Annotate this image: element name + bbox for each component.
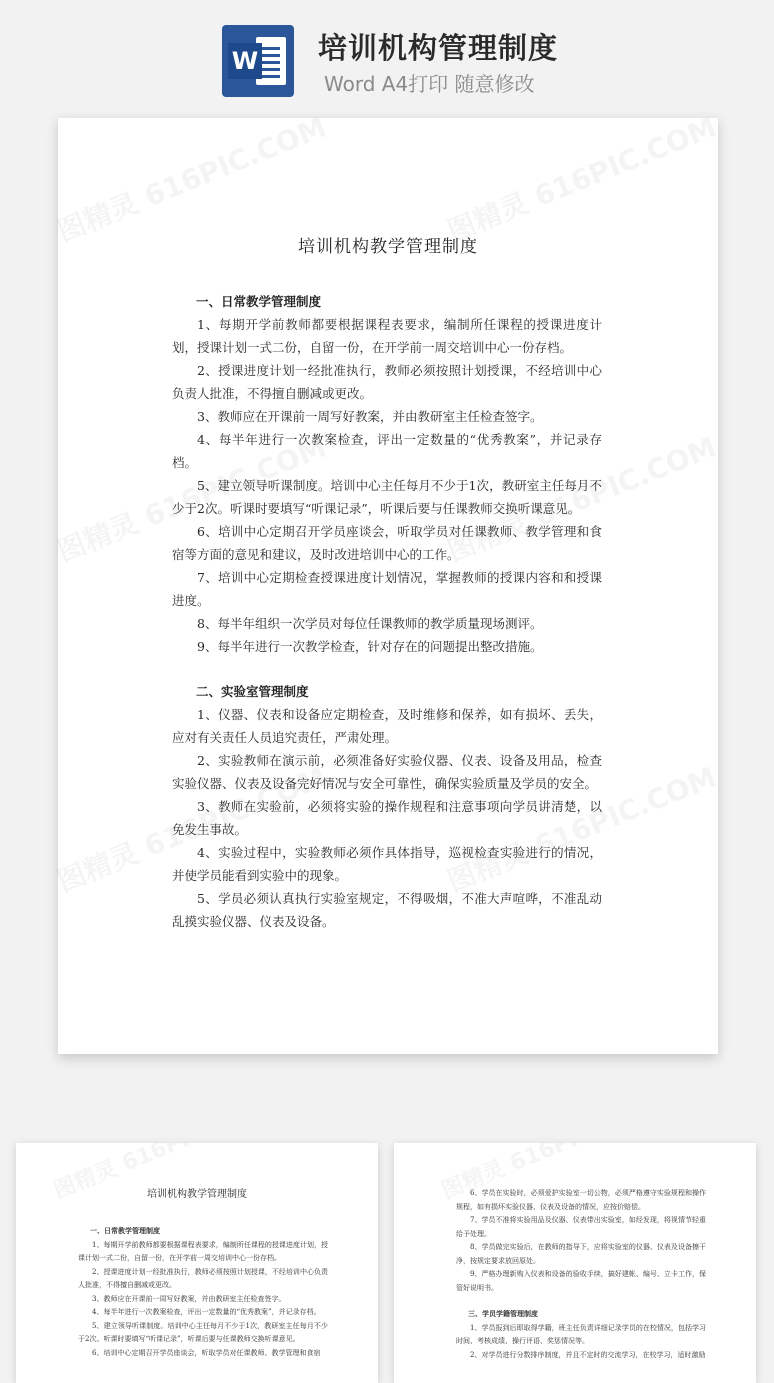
- thumbnail-paragraph: 7、学员不准将实验用品及仪器、仪表带出实验室，如经发现，将视情节轻重给予处理。: [456, 1216, 706, 1238]
- paragraph: 4、实验过程中，实验教师必须作具体指导，巡视检查实验进行的情况，并使学员能看到实验中的现象。: [172, 845, 602, 883]
- paragraph: 5、建立领导听课制度。培训中心主任每月不少于1次，教研室主任每月不少于2次。听课时要填写“听课记录”，听课后要与任课教师交换听课意见。: [172, 478, 602, 516]
- paragraph: 9、每半年进行一次教学检查，针对存在的问题提出整改措施。: [197, 639, 543, 654]
- paragraph: 6、培训中心定期召开学员座谈会，听取学员对任课教师、教学管理和食宿等方面的意见和建议，及时改进培训中心的工作。: [172, 524, 602, 562]
- thumbnail-heading: 一、日常教学管理制度: [90, 1227, 160, 1235]
- paragraph: 5、学员必须认真执行实验室规定，不得吸烟，不准大声喧哗，不准乱动乱摸实验仪器、仪表及设备。: [172, 891, 602, 929]
- thumbnail-paragraph: 2、对学员进行分数排序制度，并且不定时的交流学习，在校学习，适时激励: [470, 1350, 706, 1359]
- thumbnail-paragraph: 1、学员报到后即取得学籍，班主任负责详细记录学员的在校情况，包括学习时间、考核成绩、操行评语、奖惩情况等。: [456, 1323, 706, 1345]
- watermark: [441, 106, 722, 250]
- thumbnail-heading: 三、学员学籍管理制度: [468, 1310, 538, 1318]
- header-banner: [0, 0, 774, 108]
- paragraph: 2、实验教师在演示前，必须准备好实验仪器、仪表、设备及用品，检查实验仪器、仪表及设备完好情况与安全可靠性，确保实验质量及学员的安全。: [172, 753, 602, 791]
- page-thumbnail-2: [394, 1143, 756, 1383]
- word-document-icon: [222, 25, 294, 97]
- thumbnail-paragraph: 5、建立领导听课制度。培训中心主任每月不少于1次，教研室主任每月不少于2次。听课时要填写“听课记录”，听课后要与任课教师交换听课意见。: [78, 1321, 328, 1343]
- thumbnail-paragraph: 8、学员做完实验后，在教师的指导下，应将实验室的仪器、仪表及设备擦干净，按规定要求放回原处。: [456, 1243, 706, 1265]
- page-thumbnail-1: [16, 1143, 378, 1383]
- word-letter: W: [228, 43, 262, 79]
- thumbnail-paragraph: 9、严格办理新购入仪表和设备的验收手续，搞好建帐、编号、立卡工作，保管好说明书。: [456, 1270, 706, 1292]
- document-page: [58, 118, 718, 1054]
- paragraph: 7、培训中心定期检查授课进度计划情况，掌握教师的授课内容和和授课进度。: [172, 570, 602, 608]
- paragraph: 3、教师在实验前，必须将实验的操作规程和注意事项向学员讲清楚，以免发生事故。: [172, 799, 602, 837]
- thumbnail-paragraph: 1、每期开学前教师都要根据课程表要求，编制所任课程的授课进度计划，授课计划一式二份，自留一份，在开学前一周交培训中心一份存档。: [78, 1240, 328, 1262]
- paragraph: 2、授课进度计划一经批准执行，教师必须按照计划授课，不经培训中心负责人批准，不得擅自删减或更改。: [172, 363, 602, 401]
- thumbnail-body: [456, 1187, 706, 1362]
- paragraph: 4、每半年进行一次教案检查，评出一定数量的“优秀教案”，并记录存档。: [172, 432, 602, 470]
- thumbnail-paragraph: 6、学员在实验时，必须爱护实验室一切公物，必须严格遵守实验规程和操作规程，如有损坏实验仪器、仪表及设备的情况，应按价赔偿。: [456, 1189, 706, 1211]
- document-title: 培训机构教学管理制度: [298, 237, 478, 257]
- thumbnail-paragraph: 6、培训中心定期召开学员座谈会，听取学员对任课教师、教学管理和食宿: [92, 1348, 321, 1357]
- document-body: [172, 290, 602, 933]
- section-heading: 一、日常教学管理制度: [196, 294, 322, 309]
- thumbnail-paragraph: 3、教师应在开课前一周写好教案，并由教研室主任检查签字。: [92, 1294, 286, 1303]
- banner-subtitle: Word A4打印 随意修改: [324, 72, 535, 96]
- paragraph: 3、教师应在开课前一周写好教案，并由教研室主任检查签字。: [197, 409, 543, 424]
- paragraph: 1、仪器、仪表和设备应定期检查，及时维修和保养，如有损坏、丢失，应对有关责任人员追究责任，严肃处理。: [172, 707, 602, 745]
- section-heading: 二、实验室管理制度: [196, 684, 309, 699]
- paragraph: 8、每半年组织一次学员对每位任课教师的教学质量现场测评。: [197, 616, 543, 631]
- thumbnail-body: [78, 1225, 328, 1360]
- banner-title: 培训机构管理制度: [318, 31, 559, 65]
- thumbnail-paragraph: 4、每半年进行一次教案检查，评出一定数量的“优秀教案”，并记录存档。: [92, 1308, 321, 1316]
- thumbnail-title: 培训机构教学管理制度: [147, 1189, 247, 1200]
- thumbnail-paragraph: 2、授课进度计划一经批准执行，教师必须按照计划授课，不经培训中心负责人批准，不得擅自删减或更改。: [78, 1267, 328, 1289]
- watermark: [51, 106, 332, 250]
- paragraph: 1、每期开学前教师都要根据课程表要求，编制所任课程的授课进度计划，授课计划一式二份，自留一份，在开学前一周交培训中心一份存档。: [172, 317, 602, 355]
